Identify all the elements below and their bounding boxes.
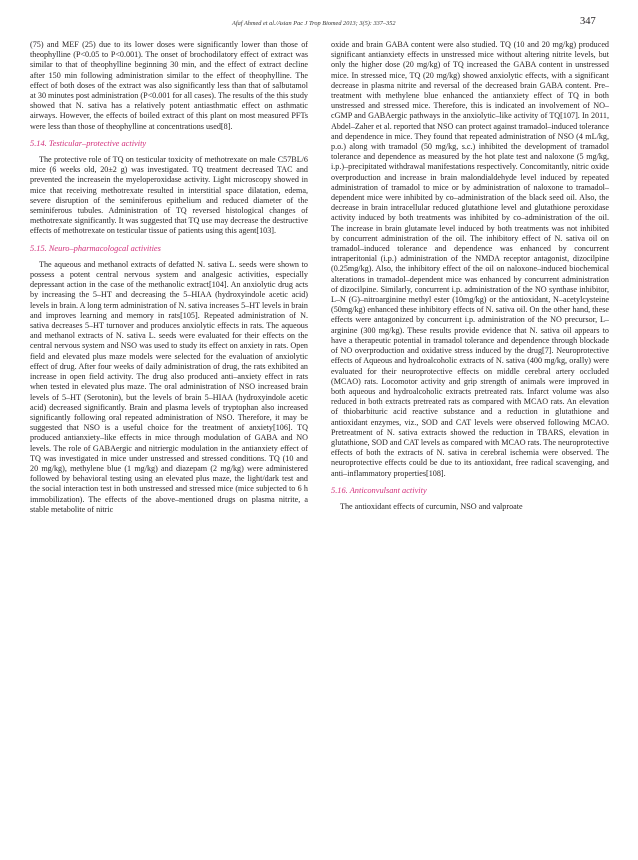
section-heading-neuro: 5.15. Neuro–pharmacologcal activities [30,243,161,253]
right-column [331,40,609,512]
page-number: 347 [580,16,596,27]
running-title: Afaf Ahmed et al./Asian Pac J Trop Biomed 2013; 3(5): 337–352 [232,20,396,27]
section-heading-testicular: 5.14. Testicular–protective activity [30,138,147,148]
paragraph-anticonvulsant: The antioxidant effects of curcumin, NSO and valproate [340,501,523,511]
left-column [30,40,308,515]
running-header [0,14,638,34]
paragraph-neuro: The aqueous and methanol extracts of defatted N. sativa L. seeds were shown to possess a potent central nervous system and analgesic activities, especially depressant action in the case of the methanolic extract[104]. An anxiolytic drug acts by increasing the 5–HT and decreasing the 5–HIAA (hydroxyindole acetic acid) levels in brain. A long term administration of N. sativa increases 5–HT levels in brain and improves learning and memory in rats[105]. Repeated administration of N. sativa decreases 5–HT turnover and produces anxiolytic effects in rats. The aqueous and methanol extracts of N. sativa L. seeds were evaluated for their effects on the central nervous system and NSO was used to study its effect on anxiety in rats. Open field and elevated plus maze models were selected for the evaluation of anxiolytic effect of drug. After four weeks of daily administration of drug, the rats exhibited an increase in open field activity. The drug also produced anti–anxiety effect in rats when tested in elevated plus maze. The oral administration of NSO increased brain levels of 5–HT (Serotonin), but the levels of brain 5–HIAA (hydroxyindole acetic acid) decreased significantly. Brain and plasma levels of tryptophan also increased significantly following oral repeated administration of NSO. Therefore, it may be suggested that NSO is a useful choice for the treatment of anxiety[106]. TQ produced antianxiety–like effects in mice through modulation of GABA and NO levels. The role of GABAergic and nitriergic modulation in the antianxiety effect of TQ was investigated in mice under unstressed and stressed conditions. TQ (10 and 20 mg/kg), methylene blue (1 mg/kg) and diazepam (2 mg/kg) were administered followed by behavioral testing using an elevated plus maze, the light/dark test and the social interaction test in both unstressed and stressed mice (mice subjected to 6 h immobilization). The effects of the above–mentioned drugs on plasma nitrite, a stable metabolite of nitric [30,259,308,514]
section-heading-anticonvulsant: 5.16. Anticonvulsant activity [331,485,427,495]
paragraph-neuro-continued: oxide and brain GABA content were also studied. TQ (10 and 20 mg/kg) produced significant antianxiety effects in unstressed mice without altering nitrite levels, but only the higher dose (20 mg/kg) of TQ increased the GABA content in unstressed mice. In stressed mice, TQ (20 mg/kg) showed anxiolytic effects, with a significant decrease in plasma nitrite and reversal of the decreased brain GABA content. Pre–treatment with methylene blue enhanced the antianxiety effect of TQ in both unstressed and stressed mice. Therefore, this is indicated an involvement of NO–cGMP and GABAergic pathways in the anxiolytic–like activity of TQ[107]. In 2011, Abdel–Zaher et al. reported that NSO can protect against tramadol–induced tolerance and dependence in mice. They found that repeated administration of NSO (4 mL/kg, p.o.) along with tramadol (50 mg/kg, s.c.) inhibited the development of tramadol tolerance and dependence as measured by the hot plate test and naloxone (5 mg/kg, i.p.)–precipitated withdrawal manifestations respectively. Concomitantly, nitric oxide overproduction and increase in brain malondialdehyde level induced by repeated administration of tramadol to mice or by administration of naloxone to tramadol–dependent mice were inhibited by co–administration of the black seed oil. Also, the decrease in brain intracellular reduced glutathione level and glutathione peroxidase activity induced by both treatments was inhibited by co–administration of the oil. The increase in brain glutamate level induced by both treatments was not inhibited by concurrent administration of the oil. The inhibitory effect of N. sativa oil on tramadol–induced tolerance and dependence was enhanced by concurrent intraperitonial (i.p.) administration of the NMDA receptor antagonist, dizocilpine (0.25mg/kg). Also, the inhibitory effect of the oil on naloxone–induced biochemical alterations in tramadol–dependent mice was enhanced by concurrent administration of dizocilpine. Similarly, concurrent i.p. administration of the NO synthase inhibitor, L–N (G)–nitroarginine methyl ester (10mg/kg) or the antioxidant, N–acetylcysteine (50mg/kg) enhanced these inhibitory effects of N. sativa oil. On the other hand, these effects were antagonized by concurrent i.p. administration of the NO precursor, L–arginine (300 mg/kg). These results provide evidence that N. sativa oil appears to have a therapeutic potential in tramadol tolerance and dependence through blockade of NO overproduction and oxidative stress induced by the drug[7]. Neuroprotective effects of Aqueous and hydroalcoholic extracts of N. sativa (400 mg/kg, orally) were evaluated for their neuroprotective effects on middle cerebral artery occluded (MCAO) rats. Locomotor activity and grip strength of animals were improved in both aqueous and hydroalcoholic extracts pretreated rats. Infarct volume was also reduced in both extracts pretreated rats as compared with MCAO rats. An elevation of thiobarbituric acid reactive substance and a reduction in glutathione and antioxidant enzymes, viz., SOD and CAT levels were observed following MCAO. Pretreatment of N. sativa extracts showed the reduction in TBARS, elevation in glutathione, SOD and CAT levels as compared with MCAO rats. The neuroprotective effects of both the extracts of N. sativa in cerebral ischemia were observed. The neuroprotective effects could be due to its antioxidant, free radical scavenging, and anti–inflammatory properties[108]. [331,40,609,478]
paragraph-asthma-continued: (75) and MEF (25) due to its lower doses were significantly lower than those of theophylline (P<0.05 to P<0.001). The onset of brochodilatory effect of extract was similar to that of theophylline beginning 30 min, and the effect of extract decline after 150 min following administration similar to the effect of theophylline. The effect of both doses of the extract was also significantly less than that of salbutamol at 30 minutes post administration (P<0.001 for all cases). The results of the this study showed that N. sativa has a relatively potent antiasthmatic effect on asthmatic airways. However, the effects of boiled extract of this plant on most measured PFTs were less than those of theophylline at concentrations used[8]. [30,40,308,131]
paragraph-testicular: The protective role of TQ on testicular toxicity of methotrexate on male C57BL/6 mice (6 weeks old, 20±2 g) was investigated. TQ treatment decreased TAC and prevented the increasein the myeloperoxidase activity. Light microscopy showed in mice that receiving methotrexate resulted in interstitial space dilatation, edema, severe disruption of the seminiferous epithelium and reduced diameter of the seminiferous tubules. Administration of TQ reversed histological changes of methotrexate significantly. It was suggested that TQ use may decrease the destructive effects of methotrexate on testicular tissue of patients using this agent[103]. [30,155,308,236]
